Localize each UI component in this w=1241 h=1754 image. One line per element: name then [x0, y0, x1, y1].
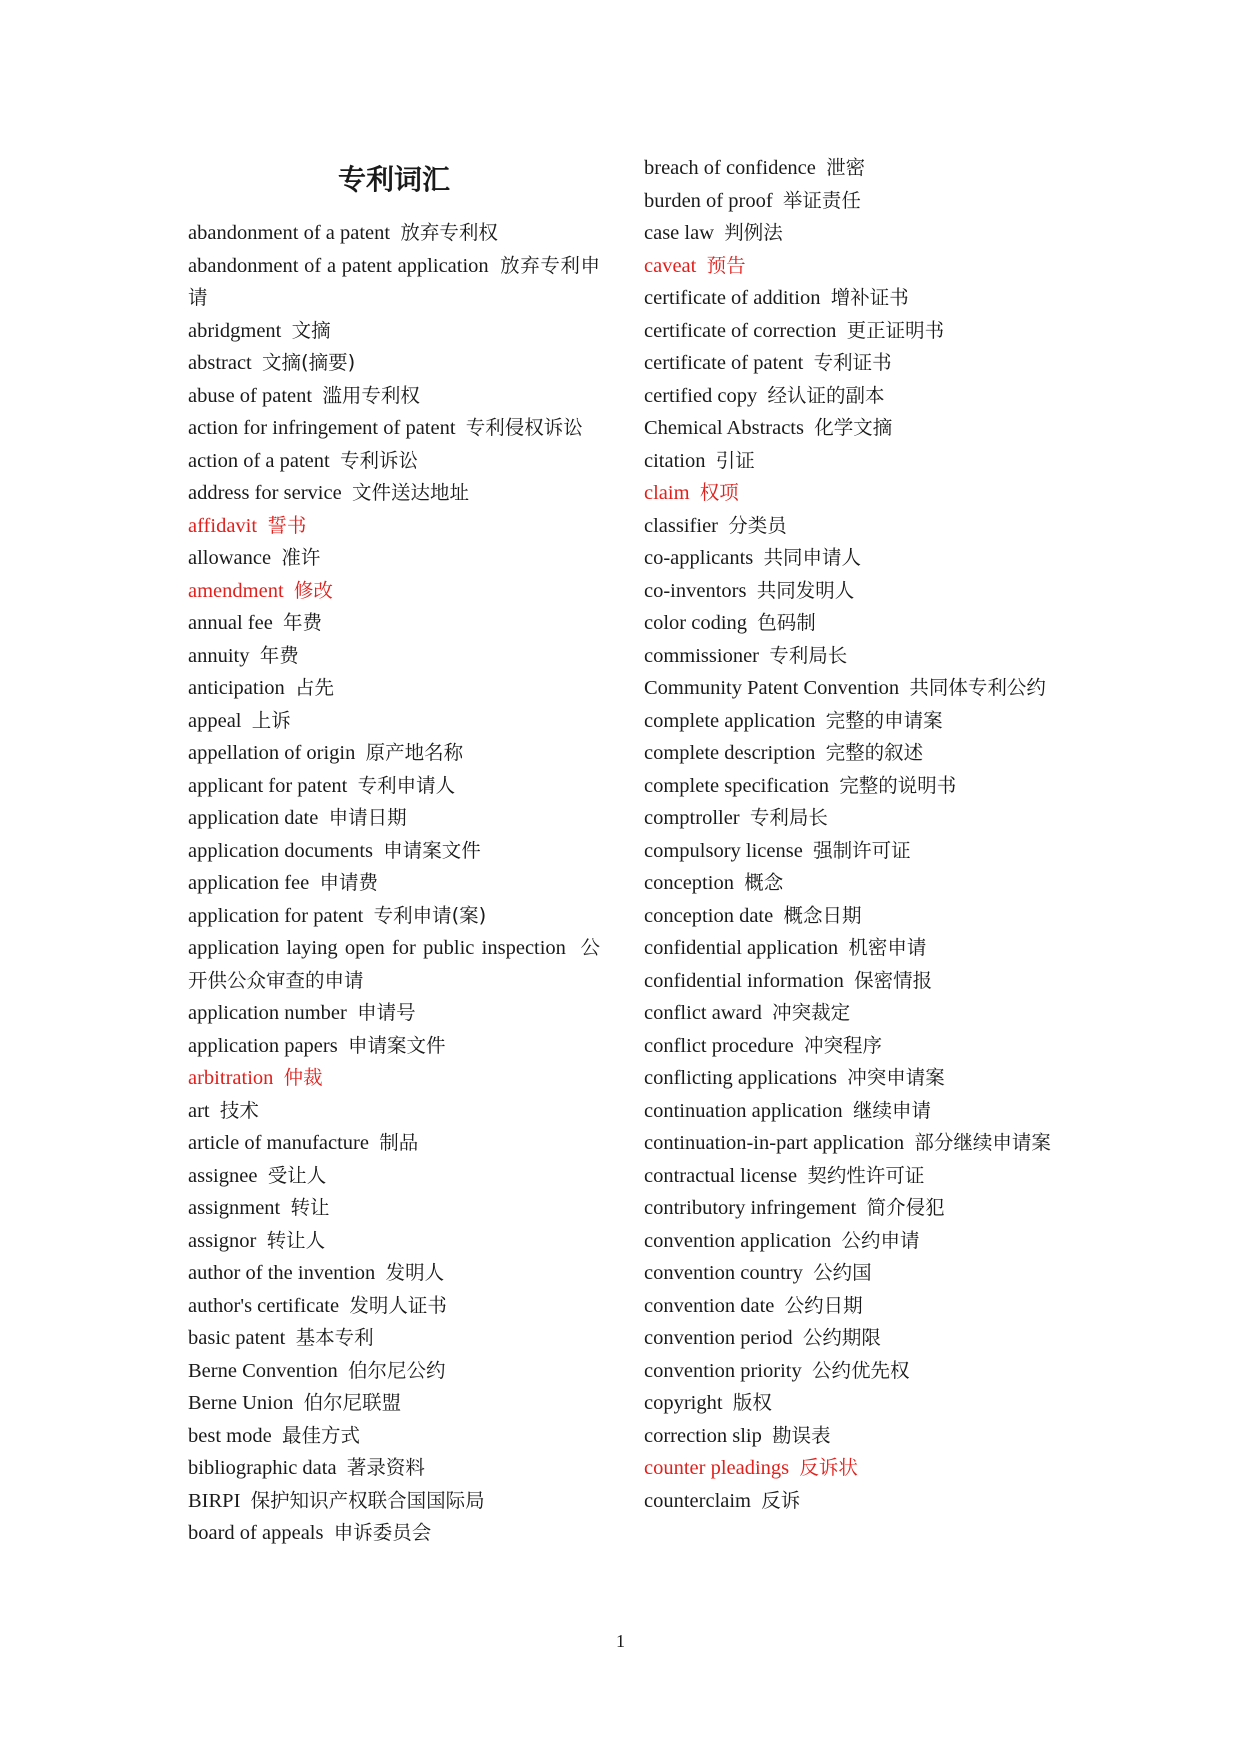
term-english: citation: [644, 449, 706, 472]
term-english: annuity: [188, 644, 250, 667]
term-english: breach of confidence: [644, 157, 816, 179]
term-chinese: 基本专利: [295, 1326, 374, 1349]
glossary-entry: [644, 1387, 1056, 1420]
term-english: classifier: [644, 514, 718, 537]
term-english: conception: [644, 872, 734, 894]
glossary-entry: [188, 932, 600, 997]
term-english: Berne Union: [188, 1392, 294, 1414]
term-chinese: 冲突裁定: [772, 1001, 851, 1024]
term-english: conflict procedure: [644, 1034, 794, 1057]
term-chinese: 判例法: [724, 221, 783, 244]
term-english: action of a patent: [188, 449, 330, 472]
glossary-entry: [188, 575, 600, 608]
glossary-entry: [644, 965, 1056, 998]
glossary-entry: [644, 1062, 1056, 1095]
term-chinese: 共同申请人: [763, 546, 862, 569]
term-chinese: 专利侵权诉讼: [465, 416, 583, 439]
term-english: annual fee: [188, 612, 273, 634]
glossary-entry: [188, 1420, 600, 1453]
glossary-entry: [188, 445, 600, 478]
term-chinese: 共同发明人: [756, 578, 855, 602]
term-chinese: 转让人: [266, 1228, 326, 1252]
glossary-entry: [644, 1030, 1056, 1063]
term-chinese: 公约优先权: [811, 1358, 910, 1382]
glossary-entry: [188, 900, 600, 933]
term-chinese: 化学文摘: [814, 416, 893, 439]
term-english: art: [188, 1099, 210, 1122]
term-english: contractual license: [644, 1164, 798, 1187]
term-chinese: 增补证书: [830, 286, 909, 309]
term-english: abstract: [188, 352, 252, 374]
term-english: contributory infringement: [644, 1197, 857, 1219]
glossary-entry: [188, 510, 600, 543]
term-chinese: 滥用专利权: [322, 383, 420, 407]
term-english: appeal: [188, 709, 242, 732]
term-chinese: 冲突申请案: [847, 1066, 945, 1089]
term-english: abridgment: [188, 319, 282, 342]
term-english: continuation-in-part application: [644, 1132, 905, 1154]
term-chinese: 概念: [744, 871, 784, 894]
term-chinese: 举证责任: [782, 188, 861, 212]
glossary-entry: [644, 607, 1056, 640]
glossary-entry: [644, 152, 1056, 185]
glossary-entry: [644, 1290, 1056, 1323]
term-chinese: 申诉委员会: [333, 1521, 432, 1544]
term-chinese: 泄密: [826, 156, 866, 179]
glossary-entry: [644, 1192, 1056, 1225]
term-chinese: 发明人: [385, 1261, 445, 1284]
term-chinese: 公约日期: [784, 1293, 863, 1317]
term-chinese: 公约国: [813, 1261, 872, 1284]
term-english: application laying open for public inspection: [188, 937, 566, 959]
term-chinese: 专利局长: [749, 806, 828, 829]
term-english: board of appeals: [188, 1522, 324, 1544]
term-chinese: 文摘: [291, 318, 331, 342]
glossary-entry: [188, 250, 600, 315]
term-chinese: 专利局长: [769, 643, 848, 667]
glossary-entry: [188, 380, 600, 413]
term-chinese: 申请日期: [328, 806, 407, 829]
term-chinese: 年费: [259, 643, 299, 667]
term-english: certificate of correction: [644, 319, 837, 342]
glossary-entry: [188, 347, 600, 380]
glossary-entry: [188, 997, 600, 1030]
glossary-entry: [188, 1062, 600, 1095]
glossary-entry: [644, 380, 1056, 413]
term-chinese: 受让人: [267, 1163, 327, 1187]
glossary-column-right: [644, 152, 1056, 1517]
term-english: author of the invention: [188, 1262, 376, 1284]
term-chinese: 年费: [283, 611, 323, 634]
term-english: appellation of origin: [188, 742, 356, 764]
term-chinese: 部分继续申请案: [914, 1131, 1051, 1154]
glossary-entry: [644, 1355, 1056, 1388]
page-title: 专利词汇: [337, 163, 450, 196]
term-english: claim: [644, 482, 690, 504]
term-chinese: 申请案文件: [347, 1033, 446, 1057]
glossary-entry: [188, 672, 600, 705]
term-english: compulsory license: [644, 839, 803, 862]
glossary-entry: [644, 1257, 1056, 1290]
term-chinese: 引证: [715, 448, 755, 472]
term-english: article of manufacture: [188, 1132, 369, 1154]
term-chinese: 发明人证书: [349, 1293, 447, 1317]
term-english: author's certificate: [188, 1294, 340, 1317]
term-chinese: 技术: [219, 1098, 259, 1122]
glossary-entry: [188, 315, 600, 348]
glossary-entry: [644, 737, 1056, 770]
term-english: abandonment of a patent: [188, 222, 391, 244]
term-chinese: 公开供公众审查的申请: [188, 936, 600, 992]
term-english: action for infringement of patent: [188, 417, 456, 439]
term-chinese: 仲裁: [283, 1066, 323, 1089]
term-english: complete description: [644, 742, 816, 764]
glossary-entry: [188, 802, 600, 835]
term-english: conflicting applications: [644, 1067, 837, 1089]
term-chinese: 冲突程序: [803, 1033, 882, 1057]
glossary-entry: [644, 250, 1056, 283]
term-english: convention priority: [644, 1359, 802, 1382]
term-chinese: 占先: [295, 676, 335, 699]
glossary-entry: [644, 867, 1056, 900]
glossary-entry: [644, 412, 1056, 445]
term-english: confidential application: [644, 937, 839, 959]
term-chinese: 修改: [293, 578, 333, 602]
glossary-entry: [644, 672, 1056, 705]
glossary-entry: [644, 1160, 1056, 1193]
term-english: burden of proof: [644, 189, 773, 212]
term-english: co-applicants: [644, 547, 754, 569]
term-english: certificate of addition: [644, 287, 821, 309]
term-english: convention country: [644, 1262, 803, 1284]
term-chinese: 经认证的副本: [767, 383, 885, 407]
glossary-entry: [188, 1225, 600, 1258]
glossary-entry: [644, 445, 1056, 478]
term-chinese: 申请号: [357, 1001, 416, 1024]
glossary-entry: [644, 1127, 1056, 1160]
glossary-entry: [188, 1030, 600, 1063]
term-chinese: 色码制: [757, 611, 816, 634]
term-english: assignee: [188, 1164, 258, 1187]
glossary-entry: [188, 1160, 600, 1193]
glossary-entry: [644, 997, 1056, 1030]
term-english: copyright: [644, 1392, 723, 1414]
term-chinese: 文摘(摘要): [262, 351, 356, 374]
glossary-entry: [644, 770, 1056, 803]
glossary-entry: [644, 1420, 1056, 1453]
glossary-entry: [188, 1127, 600, 1160]
term-chinese: 伯尔尼联盟: [303, 1391, 402, 1414]
term-chinese: 分类员: [728, 513, 787, 537]
glossary-entry: [188, 835, 600, 868]
term-chinese: 原产地名称: [365, 741, 464, 764]
term-chinese: 继续申请: [852, 1098, 931, 1122]
term-english: application documents: [188, 839, 374, 862]
term-english: conflict award: [644, 1002, 762, 1024]
term-chinese: 文件送达地址: [351, 481, 469, 504]
term-chinese: 契约性许可证: [807, 1163, 925, 1187]
term-chinese: 放弃专利权: [400, 221, 498, 244]
term-english: certified copy: [644, 384, 758, 407]
term-english: counter pleadings: [644, 1457, 790, 1479]
term-chinese: 放弃专利申请: [188, 253, 601, 309]
term-chinese: 申请案文件: [383, 838, 481, 862]
term-english: abandonment of a patent application: [188, 254, 489, 277]
glossary-entry: [644, 802, 1056, 835]
term-english: assignment: [188, 1197, 281, 1219]
glossary-entry: [644, 477, 1056, 510]
term-english: application fee: [188, 872, 310, 894]
term-chinese: 誓书: [267, 513, 307, 537]
term-chinese: 简介侵犯: [866, 1196, 945, 1219]
term-english: Community Patent Convention: [644, 677, 900, 699]
glossary-entry: [644, 1452, 1056, 1485]
term-english: anticipation: [188, 677, 285, 699]
term-chinese: 更正证明书: [846, 318, 945, 342]
glossary-entry: [188, 1355, 600, 1388]
term-chinese: 专利申请人: [357, 773, 456, 797]
term-english: best mode: [188, 1424, 272, 1447]
glossary-entry: [188, 1192, 600, 1225]
term-english: basic patent: [188, 1327, 286, 1349]
glossary-entry: [644, 932, 1056, 965]
glossary-entry: [188, 542, 600, 575]
term-english: amendment: [188, 579, 284, 602]
glossary-entry: [188, 1257, 600, 1290]
term-chinese: 反诉状: [799, 1456, 858, 1479]
glossary-entry: [188, 217, 600, 250]
term-english: address for service: [188, 482, 342, 504]
term-english: application papers: [188, 1034, 338, 1057]
term-english: complete application: [644, 709, 816, 732]
term-chinese: 机密申请: [848, 936, 927, 959]
term-english: convention period: [644, 1327, 793, 1349]
term-chinese: 权项: [699, 481, 739, 504]
term-chinese: 完整的叙述: [825, 741, 924, 764]
term-chinese: 公约期限: [802, 1326, 881, 1349]
term-english: comptroller: [644, 807, 740, 829]
page-number: 1: [616, 1631, 625, 1651]
term-english: assignor: [188, 1229, 257, 1252]
glossary-entry: [644, 1095, 1056, 1128]
term-english: certificate of patent: [644, 352, 804, 374]
term-english: arbitration: [188, 1067, 274, 1089]
glossary-entry: [644, 900, 1056, 933]
term-english: conception date: [644, 904, 774, 927]
glossary-entry: [188, 705, 600, 738]
glossary-entry: [644, 185, 1056, 218]
term-english: case law: [644, 222, 714, 244]
term-chinese: 公约申请: [841, 1228, 920, 1252]
glossary-entry: [188, 477, 600, 510]
term-english: continuation application: [644, 1099, 843, 1122]
term-chinese: 伯尔尼公约: [348, 1358, 446, 1382]
term-english: bibliographic data: [188, 1457, 337, 1479]
term-english: affidavit: [188, 514, 258, 537]
term-chinese: 共同体专利公约: [909, 676, 1046, 699]
term-english: applicant for patent: [188, 774, 348, 797]
term-chinese: 专利诉讼: [339, 448, 418, 472]
term-chinese: 保护知识产权联合国国际局: [250, 1488, 485, 1512]
term-chinese: 勘误表: [772, 1423, 831, 1447]
glossary-column-left: [188, 217, 600, 1550]
term-english: application number: [188, 1002, 347, 1024]
glossary-entry: [188, 1517, 600, 1550]
term-english: application date: [188, 807, 319, 829]
term-chinese: 转让: [290, 1196, 330, 1219]
term-english: Chemical Abstracts: [644, 417, 804, 439]
term-english: convention date: [644, 1294, 775, 1317]
glossary-entry: [644, 1485, 1056, 1518]
glossary-entry: [188, 867, 600, 900]
term-english: convention application: [644, 1229, 832, 1252]
term-english: caveat: [644, 254, 697, 277]
term-english: complete specification: [644, 774, 829, 797]
term-english: Berne Convention: [188, 1359, 338, 1382]
glossary-entry: [188, 1452, 600, 1485]
term-chinese: 制品: [379, 1131, 419, 1154]
term-chinese: 完整的说明书: [839, 773, 957, 797]
glossary-entry: [188, 737, 600, 770]
glossary-entry: [188, 770, 600, 803]
term-chinese: 著录资料: [346, 1456, 425, 1479]
term-chinese: 预告: [706, 253, 746, 277]
glossary-entry: [188, 1095, 600, 1128]
glossary-entry: [644, 835, 1056, 868]
term-chinese: 专利申请(案): [373, 903, 487, 927]
glossary-entry: [644, 542, 1056, 575]
glossary-entry: [188, 640, 600, 673]
glossary-entry: [644, 315, 1056, 348]
glossary-entry: [644, 1225, 1056, 1258]
term-english: confidential information: [644, 969, 844, 992]
glossary-entry: [644, 347, 1056, 380]
term-english: color coding: [644, 612, 748, 634]
glossary-entry: [644, 217, 1056, 250]
term-chinese: 保密情报: [854, 968, 933, 992]
term-english: correction slip: [644, 1424, 762, 1447]
term-chinese: 概念日期: [783, 903, 862, 927]
term-english: BIRPI: [188, 1489, 241, 1512]
term-english: commissioner: [644, 644, 760, 667]
glossary-entry: [644, 1322, 1056, 1355]
glossary-entry: [644, 575, 1056, 608]
glossary-entry: [188, 1322, 600, 1355]
glossary-entry: [188, 607, 600, 640]
term-chinese: 版权: [732, 1391, 772, 1414]
glossary-entry: [188, 412, 600, 445]
term-chinese: 上诉: [251, 708, 291, 732]
term-chinese: 强制许可证: [813, 838, 911, 862]
glossary-entry: [644, 510, 1056, 543]
term-chinese: 准许: [281, 546, 321, 569]
glossary-entry: [188, 1387, 600, 1420]
term-chinese: 完整的申请案: [825, 708, 943, 732]
term-english: application for patent: [188, 904, 364, 927]
term-english: abuse of patent: [188, 384, 313, 407]
term-english: allowance: [188, 547, 272, 569]
term-chinese: 申请费: [319, 871, 378, 894]
term-chinese: 专利证书: [813, 351, 892, 374]
term-chinese: 反诉: [761, 1488, 801, 1512]
term-english: counterclaim: [644, 1489, 752, 1512]
glossary-entry: [644, 640, 1056, 673]
term-chinese: 最佳方式: [281, 1423, 360, 1447]
glossary-entry: [188, 1290, 600, 1323]
term-english: co-inventors: [644, 579, 747, 602]
glossary-entry: [188, 1485, 600, 1518]
glossary-entry: [644, 705, 1056, 738]
glossary-entry: [644, 282, 1056, 315]
